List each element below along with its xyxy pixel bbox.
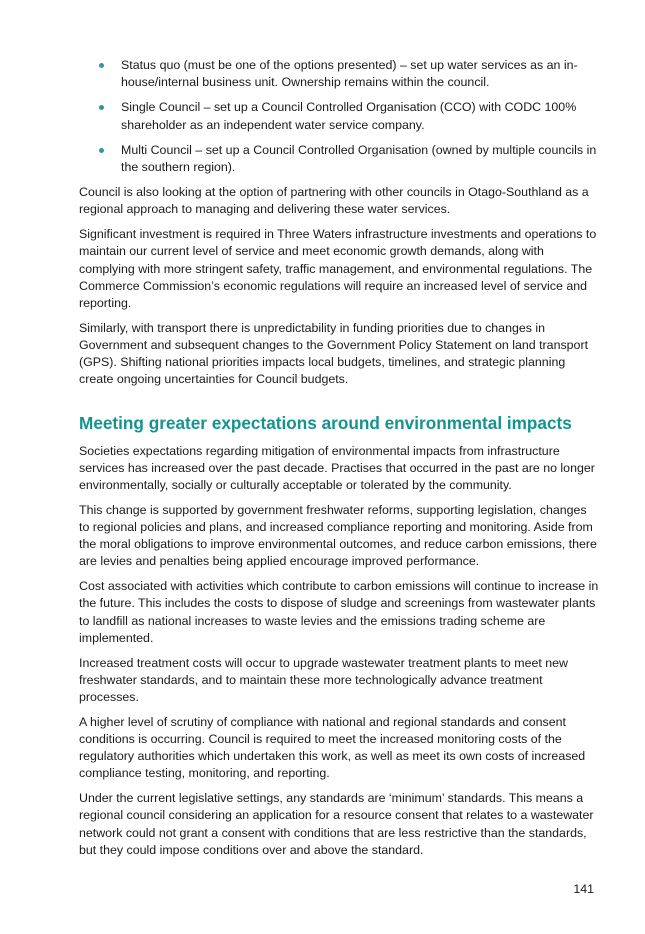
- paragraph: Significant investment is required in Three Waters infrastructure investments and operations to maintain our current level of service and meet economic growth demands, along with complying with more stringent safety, traffic management, and environmental regulations. The Commerce Commission’s economic regulations will require an increased level of service and reporting.: [79, 227, 597, 311]
- paragraph: This change is supported by government freshwater reforms, supporting legislation, changes to regional policies and plans, and increased compliance reporting and monitoring. Aside from the moral obligations to improve environmental outcomes, and reduce carbon emissions, there are levies and penalties being applied encourage improved performance.: [79, 502, 597, 569]
- options-list: [79, 57, 599, 176]
- paragraph: Similarly, with transport there is unpredictability in funding priorities due to changes in Government and subsequent changes to the Government Policy Statement on land transport (GPS). Shifting national priorities impacts local budgets, timelines, and strategic planning create ongoing uncertainties for Council budgets.: [79, 320, 589, 387]
- paragraph: Cost associated with activities which contribute to carbon emissions will continue to increase in the future. This includes the costs to dispose of sludge and screenings from wastewater plants to landfill as national increases to waste levies and the emissions trading scheme are implemented.: [79, 579, 599, 645]
- paragraph: Societies expectations regarding mitigation of environmental impacts from infrastructure services has increased over the past decade. Practises that occurred in the past are no longer environmentally, socially or culturally acceptable or tolerated by the community.: [79, 443, 595, 493]
- paragraph: Increased treatment costs will occur to upgrade wastewater treatment plants to meet new freshwater standards, and to maintain these more technologically advance treatment processes.: [79, 655, 568, 705]
- page-number: 141: [573, 882, 594, 896]
- section-heading: Meeting greater expectations around environmental impacts: [79, 412, 572, 433]
- list-item: Single Council – set up a Council Controlled Organisation (CCO) with CODC 100% shareholder as an independent water service company.: [79, 99, 599, 133]
- list-item: Multi Council – set up a Council Controlled Organisation (owned by multiple councils in the southern region).: [79, 142, 599, 176]
- paragraph: Council is also looking at the option of partnering with other councils in Otago-Southland as a regional approach to managing and delivering these water services.: [79, 185, 589, 217]
- paragraph: A higher level of scrutiny of compliance with national and regional standards and consent conditions is occurring. Council is required to meet the increased monitoring costs of the regulatory authorities which undertaken this work, as well as meet its own costs of increased compliance testing, monitoring, and reporting.: [79, 714, 586, 781]
- document-body: [79, 57, 599, 867]
- paragraph: Under the current legislative settings, any standards are ‘minimum’ standards. This means a regional council considering an application for a resource consent that relates to a wastewater network could not grant a consent with conditions that are less restrictive than the standards, but they could impose conditions over and above the standard.: [79, 791, 594, 857]
- list-item: Status quo (must be one of the options presented) – set up water services as an in-house/internal business unit. Ownership remains within the council.: [79, 57, 599, 91]
